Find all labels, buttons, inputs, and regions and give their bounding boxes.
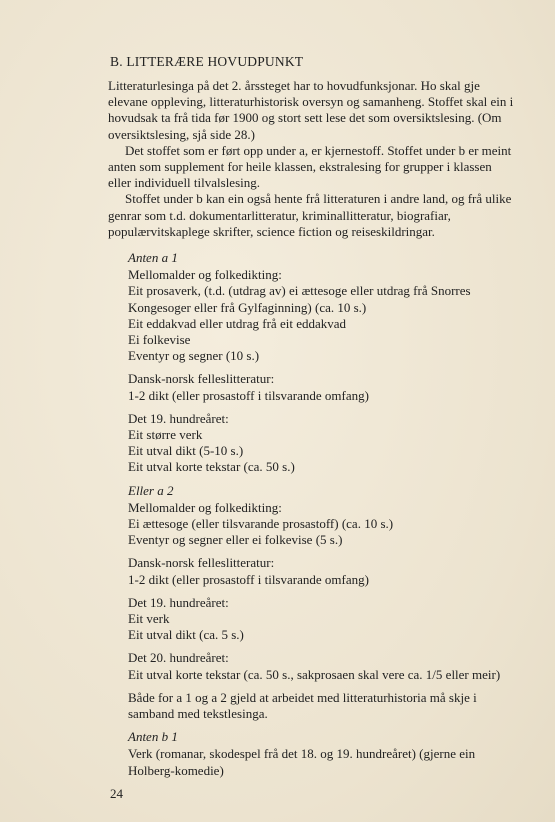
reading-group — [128, 690, 518, 722]
reading-line: Dansk-norsk fellеslitteratur: — [128, 371, 275, 387]
reading-line: Eventyr og segner eller ei folkevise (5 s.) — [128, 532, 343, 548]
reading-line: Eit utval dikt (5-10 s.) — [128, 443, 244, 459]
reading-group — [128, 267, 518, 364]
intro-paragraph: Stoffet under b kan ein også hente frå litteraturen i andre land, og frå ulike genrar som t.d. dokumentarlitteratur, kriminallitteratur, biografiar, populærvitskaplege skrifter, science fiction og reiseskildringar. — [108, 191, 512, 239]
reading-line: Både for a 1 og a 2 gjeld at arbeidet med litteraturhistoria må skje i samband med tekstlesinga. — [128, 689, 477, 722]
intro-paragraph: Litteraturlesinga på det 2. årssteget har to hovudfunksjonar. Ho skal gje elevane oppleving, litteraturhistorisk oversyn og samanheng. Stoffet skal ein i hovudsak ta frå tida før 1900 og stort sett lese det som oversiktslesing. (Om oversiktslesing, sjå side 28.) — [108, 78, 514, 142]
reading-group — [128, 746, 518, 778]
reading-group — [128, 555, 518, 587]
reading-line: Det 19. hundreåret: — [128, 410, 229, 426]
reading-option — [128, 729, 518, 779]
option-title: Eller a 2 — [128, 482, 174, 498]
reading-line: Ei folkevise — [128, 332, 191, 348]
reading-line: Det 19. hundreåret: — [128, 594, 229, 610]
reading-options — [128, 250, 518, 786]
reading-line: Mellomalder og folkedikting: — [128, 499, 282, 515]
reading-line: Eit verk — [128, 611, 170, 627]
reading-line: 1-2 dikt (eller prosastoff i tilsvarande omfang) — [128, 571, 369, 587]
reading-line: Eventyr og segner (10 s.) — [128, 348, 260, 364]
reading-line: 1-2 dikt (eller prosastoff i tilsvarande omfang) — [128, 387, 369, 403]
reading-line: Eit utval dikt (ca. 5 s.) — [128, 627, 244, 643]
reading-group — [128, 371, 518, 403]
reading-line: Mellomalder og folkedikting: — [128, 267, 282, 283]
reading-line: Eit eddakvad eller utdrag frå eit eddakvad — [128, 315, 347, 331]
intro-paragraph: Det stoffet som er ført opp under a, er kjernestoff. Stoffet under b er meint anten som supplement for heile klassen, ekstralesing for grupper i klassen eller individuell tilvalslesing. — [108, 142, 512, 191]
reading-group — [128, 411, 518, 476]
reading-line: Ei ættesoge (eller tilsvarande prosastoff) (ca. 10 s.) — [128, 516, 394, 532]
reading-line: Eit utval korte tekstar (ca. 50 s.) — [128, 459, 295, 475]
option-title: Anten b 1 — [128, 729, 178, 745]
page-number: 24 — [110, 786, 123, 801]
reading-group — [128, 650, 518, 682]
section-heading: B. LITTERÆRE HOVUDPUNKT — [110, 54, 304, 69]
intro-text — [108, 78, 518, 240]
reading-option — [128, 483, 518, 723]
reading-line: Eit utval korte tekstar (ca. 50 s., sakprosaen skal vere ca. 1/5 eller meir) — [128, 666, 501, 682]
reading-line: Det 20. hundreåret: — [128, 650, 229, 666]
reading-line: Eit prosaverk, (t.d. (utdrag av) ei ættesoge eller utdrag frå Snorres Kongesoger eller frå Gylfaginning) (ca. 10 s.) — [128, 283, 471, 315]
reading-line: Dansk-norsk fellеslitteratur: — [128, 555, 275, 571]
reading-option — [128, 250, 518, 476]
reading-group — [128, 500, 518, 549]
reading-line: Verk (romanar, skodespel frå det 18. og 19. hundreåret) (gjerne ein Holberg-komedie) — [128, 746, 476, 778]
option-title: Anten a 1 — [128, 250, 178, 265]
reading-group — [128, 595, 518, 644]
reading-line: Eit større verk — [128, 427, 203, 443]
